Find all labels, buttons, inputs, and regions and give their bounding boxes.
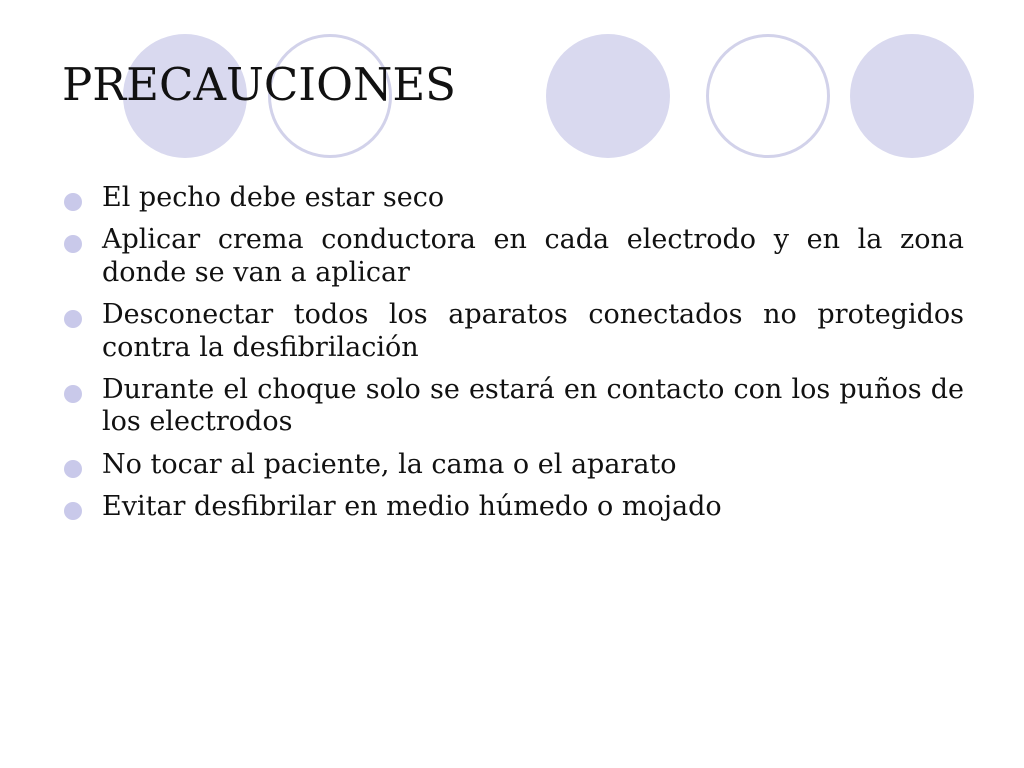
bullet-text: No tocar al paciente, la cama o el aparato — [102, 448, 677, 480]
bullet-text: El pecho debe estar seco — [102, 182, 445, 213]
bullet-item — [62, 182, 964, 214]
bullet-item — [62, 299, 964, 364]
bullet-item — [62, 374, 964, 439]
bullet-text: Aplicar crema conductora en cada electrodo y en la zona donde se van a aplicar — [102, 224, 964, 288]
bullet-icon — [64, 502, 82, 520]
bullet-text: Durante el choque solo se estará en contacto con los puños de los electrodos — [102, 373, 964, 438]
decorative-circle-outline — [706, 34, 830, 158]
bullet-text: Desconectar todos los aparatos conectados no protegidos contra la desfibrilación — [102, 299, 964, 363]
bullet-item — [62, 224, 964, 289]
slide-title: PRECAUCIONES — [62, 58, 457, 111]
decorative-circle-filled — [546, 34, 670, 158]
bullet-icon — [64, 193, 82, 211]
bullet-icon — [64, 460, 82, 478]
bullet-list — [62, 182, 964, 534]
decorative-circle-filled — [850, 34, 974, 158]
bullet-icon — [64, 385, 82, 403]
bullet-item — [62, 449, 964, 481]
bullet-icon — [64, 235, 82, 253]
bullet-item — [62, 491, 964, 523]
bullet-icon — [64, 310, 82, 328]
bullet-text: Evitar desfibrilar en medio húmedo o mojado — [102, 491, 722, 523]
